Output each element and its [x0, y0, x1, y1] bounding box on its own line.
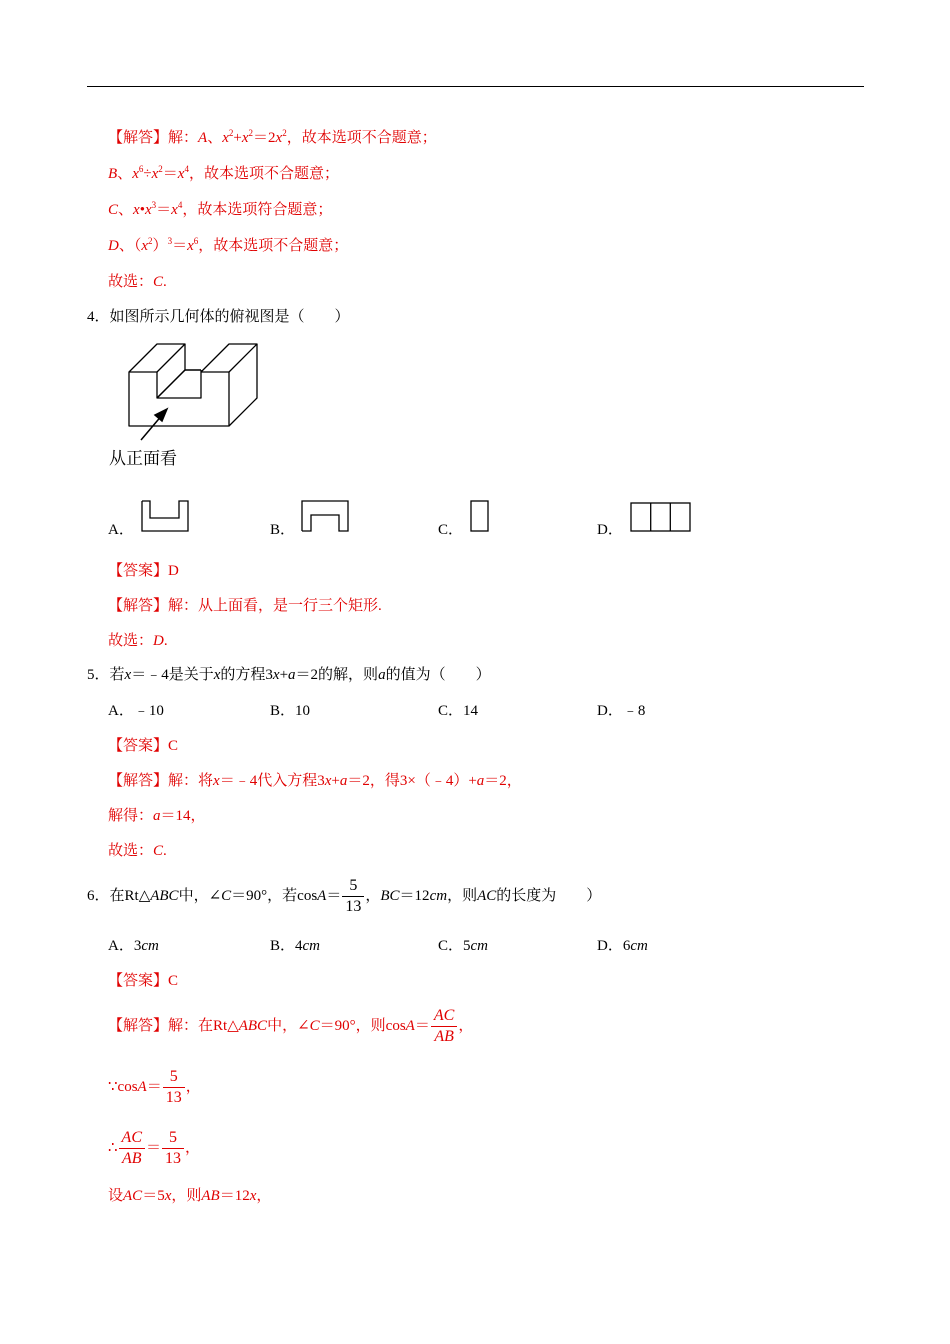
q4-option-d-figure[interactable]: [630, 502, 692, 532]
q4-final-answer: 故选：D.: [108, 633, 168, 649]
q6-answer: 【答案】C: [108, 973, 179, 989]
header-rule: [87, 86, 864, 87]
q5-answer: 【答案】C: [108, 738, 179, 754]
q5-option-c[interactable]: C．14: [438, 703, 479, 719]
q5-option-a[interactable]: A．﹣10: [108, 703, 164, 719]
q6-solution-line-4: 设AC＝5x，则AB＝12x，: [108, 1188, 272, 1204]
q6-option-c[interactable]: C．5cm: [438, 938, 489, 954]
q4-option-b-figure[interactable]: [301, 500, 349, 532]
q6-option-d[interactable]: D．6cm: [597, 938, 648, 954]
q6-solution-fraction-5-13b: $\frac{5}{13}$: [162, 1128, 184, 1169]
q3-solution-line-c: C、$x•x^3=x^4$，故本选项符合题意；: [108, 200, 333, 218]
q4-stem: 4．如图所示几何体的俯视图是（ ）: [87, 309, 350, 325]
q3-solution-line-d: D、$(x^2)^3=x^6$，故本选项不合题意；: [108, 236, 349, 254]
q4-option-c-label[interactable]: C．: [438, 522, 464, 538]
q6-stem-fraction: $\frac{5}{13}$: [342, 876, 364, 917]
q4-solid-figure: [105, 336, 275, 476]
q4-option-a-figure[interactable]: [141, 500, 189, 532]
q5-stem: 5．若x＝﹣4是关于x的方程3x+a＝2的解，则a的值为（ ）: [87, 667, 491, 683]
q6-stem: 6．在Rt△ABC中，∠C＝90°，若cosA＝ $\frac{5}{13}$ ，BC＝12cm，则AC的长度为 ）: [87, 877, 602, 916]
q5-final-answer: 故选：C.: [108, 843, 167, 859]
q4-figure-label: 从正面看: [109, 449, 177, 469]
q4-answer: 【答案】D: [108, 563, 179, 579]
q5-option-d[interactable]: D．﹣8: [597, 703, 646, 719]
q6-solution-line-1: 【解答】解：在Rt△ABC中，∠C＝90°，则cosA＝ $\frac{AC}{AB}$ ，: [108, 1007, 474, 1046]
q6-solution-line-2: ∵cosA＝ $\frac{5}{13}$ ，: [108, 1068, 201, 1107]
q6-solution-fraction-ac-ab: $\frac{AC}{AB}$: [431, 1006, 457, 1047]
q4-option-a-label[interactable]: A．: [108, 522, 134, 538]
q5-option-b[interactable]: B．10: [270, 703, 311, 719]
q6-solution-fraction-5-13: $\frac{5}{13}$: [163, 1067, 185, 1108]
q3-solution-line-a: 【解答】解：A、$x^2+x^2=2x^2$，故本选项不合题意；: [108, 128, 437, 146]
q3-solution-line-b: B、$x^6\div x^2=x^4$，故本选项不合题意；: [108, 164, 339, 182]
q3-final-answer: 故选：C.: [108, 274, 167, 290]
q4-option-b-label[interactable]: B．: [270, 522, 296, 538]
q5-solution-result: 解得：a＝14，: [108, 808, 206, 824]
q6-option-a[interactable]: A．3cm: [108, 938, 159, 954]
q6-option-b[interactable]: B．4cm: [270, 938, 321, 954]
q4-option-c-figure[interactable]: [470, 500, 490, 532]
q4-solution: 【解答】解：从上面看，是一行三个矩形.: [108, 598, 382, 614]
q6-solution-fraction-ratio: $\frac{AC}{AB}$: [119, 1128, 145, 1169]
q4-option-d-label[interactable]: D．: [597, 522, 623, 538]
q5-solution: 【解答】解：将x＝﹣4代入方程3x+a＝2，得3×（﹣4）+a＝2，: [108, 773, 522, 789]
q6-solution-line-3: ∴ $\frac{AC}{AB}$ ＝ $\frac{5}{13}$ ，: [108, 1129, 201, 1168]
